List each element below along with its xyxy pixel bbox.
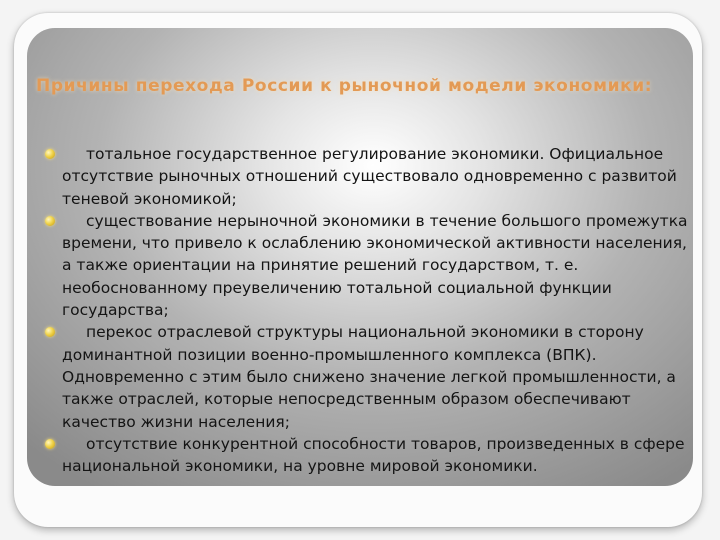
bullet-icon <box>45 149 55 159</box>
bullet-list <box>62 143 692 477</box>
list-item-text: перекос отраслевой структуры национальной экономики в сторону доминантной позиции военно-промышленного комплекса (ВПК). Одновременно с этим было снижено значение легкой промышленности, а также отраслей, которые непосредственным образом обеспечивают качество жизни населения; <box>62 323 676 431</box>
slide-title: Причины перехода России к рыночной модели экономики: <box>36 76 653 96</box>
list-item-text: тотальное государственное регулирование экономики. Официальное отсутствие рыночных отношений существовало одновременно с развитой теневой экономикой; <box>62 145 677 208</box>
list-item-text: существование нерыночной экономики в течение большого промежутка времени, что привело к ослаблению экономической активности населения, а также ориентации на принятие решений государством, т. е. необоснованному преувеличению тотальной социальной функции государства; <box>62 211 688 320</box>
list-item-text: отсутствие конкурентной способности товаров, произведенных в сфере национальной экономики, на уровне мировой экономики. <box>62 434 685 476</box>
list-item <box>62 210 692 321</box>
bullet-icon <box>45 216 55 226</box>
list-item <box>62 143 692 210</box>
list-item <box>62 321 692 432</box>
list-item <box>62 433 692 478</box>
bullet-icon <box>45 439 55 449</box>
